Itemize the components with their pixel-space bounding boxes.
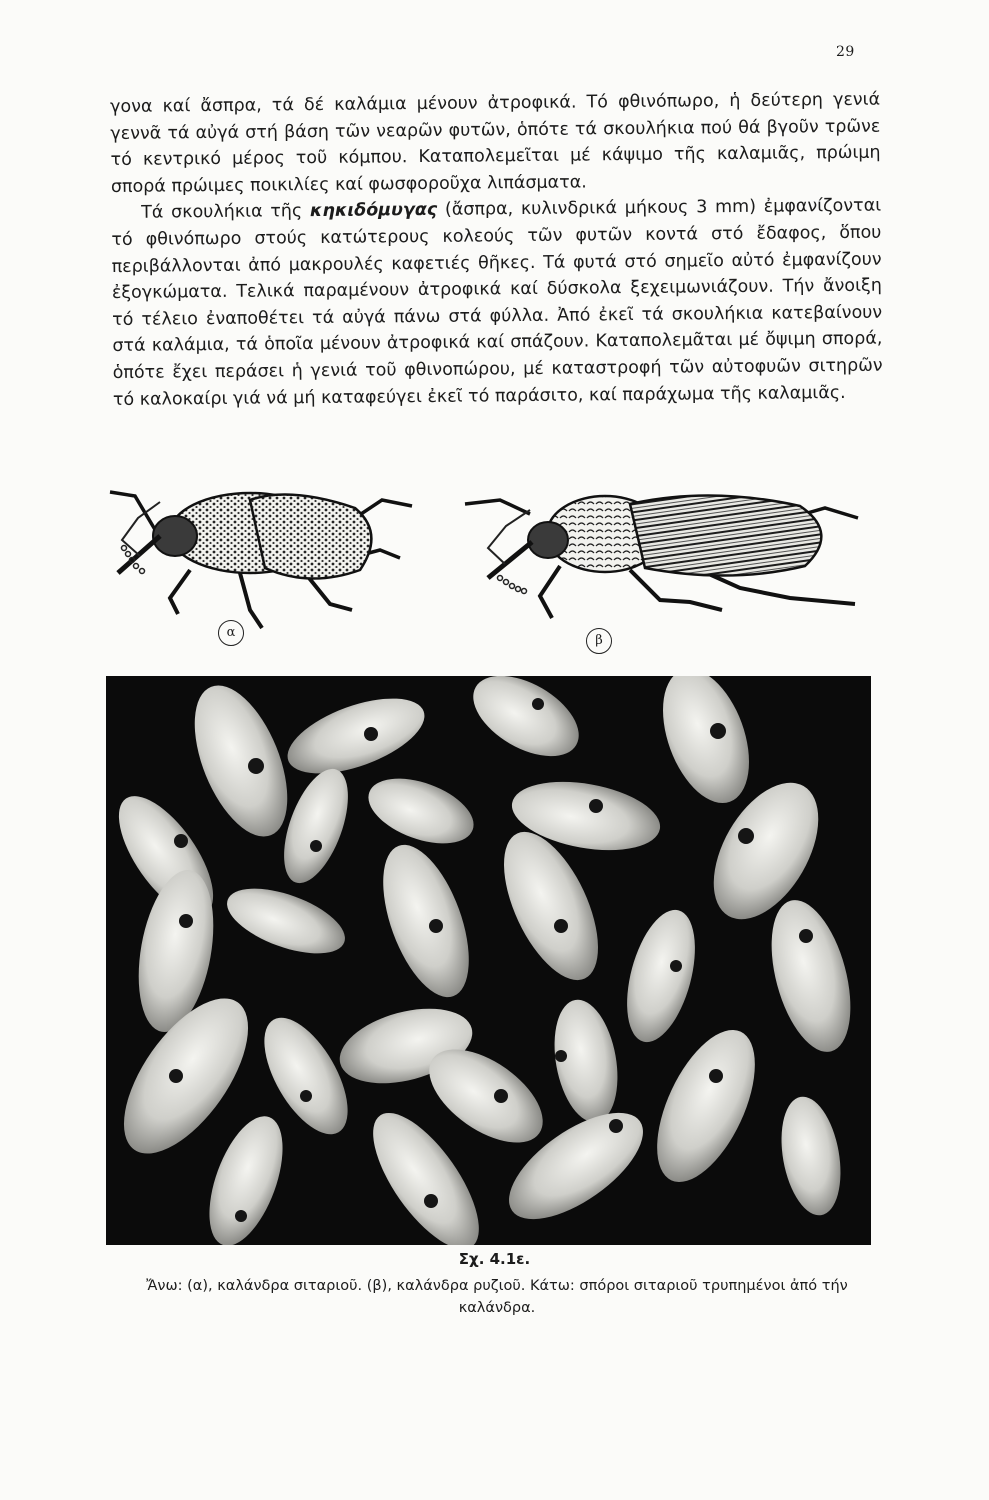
figure-caption-title: Σχ. 4.1ε. xyxy=(458,1250,531,1268)
page-number: 29 xyxy=(836,44,855,60)
body-text xyxy=(110,87,883,414)
figure-label-b: β xyxy=(586,628,612,654)
term-kikidomyga: κηκιδόμυγας xyxy=(309,200,438,222)
figure-caption-text: Ἄνω: (α), καλάνδρα σιταριοῦ. (β), καλάνδρα ρυζιοῦ. Κάτω: σπόροι σιταριοῦ τρυπημένοι ἀπό τήν καλάνδρα. xyxy=(146,1278,848,1316)
paragraph-2 xyxy=(111,193,883,413)
rice-weevil-illustration xyxy=(460,478,880,638)
bored-wheat-grains-photo xyxy=(106,676,871,1245)
figure-label-a: α xyxy=(218,620,244,646)
wheat-weevil-illustration xyxy=(100,478,430,638)
paragraph-1: γονα καί ἄσπρα, τά δέ καλάμια μένουν ἀτροφικά. Τό φθινόπωρο, ἡ δεύτερη γενιά γεννᾶ τά αὐγά στή βάση τῶν νεαρῶν φυτῶν, ὁπότε τά σκουλήκια πού θά βγοῦν τρῶνε τό κεντρικό μέρος τοῦ κόμπου. Καταπολεμεῖται μέ κάψιμο τῆς καλαμιᾶς, πρώιμη σπορά πρώιμες ποικιλίες καί φωσφοροῦχα λιπάσματα. xyxy=(110,89,881,197)
weevil-drawings xyxy=(100,478,880,658)
paragraph-2-rest: (ἄσπρα, κυλινδρικά μήκους 3 mm) ἐμφανίζονται τό φθινόπωρο στούς κατώτερους κολεούς τῶν φυτῶν κοντά στό ἔδαφος, ὅπου περιβάλλονται ἀπό μακρουλές καφετιές θῆκες. Τά φυτά στό σημεῖο αὐτό ἐμφανίζουν ἐξογκώματα. Τελικά παραμένουν ἀτροφικά καί δύσκολα ξεχειμωνιάζουν. Τήν ἄνοιξη τό τέλειο ἐναποθέτει τά αὐγά πάνω στά φύλλα. Ἀπό ἐκεῖ τά σκουλήκια κατεβαίνουν στά καλάμια, τά ὁποῖα μένουν ἀτροφικά καί σπάζουν. Καταπολεμᾶται μέ ὄψιμη σπορά, ὁπότε ἔχει περάσει ἡ γενιά τοῦ φθινοπώρου, μέ καταστροφή τῶν αὐτοφυῶν σιτηρῶν τό καλοκαίρι γιά νά μή καταφεύγει ἐκεῖ τό παράσιτο, καί παράχωμα τῆς καλαμιᾶς. xyxy=(111,195,883,410)
paragraph-2-start: Τά σκουλήκια τῆς xyxy=(141,201,311,224)
